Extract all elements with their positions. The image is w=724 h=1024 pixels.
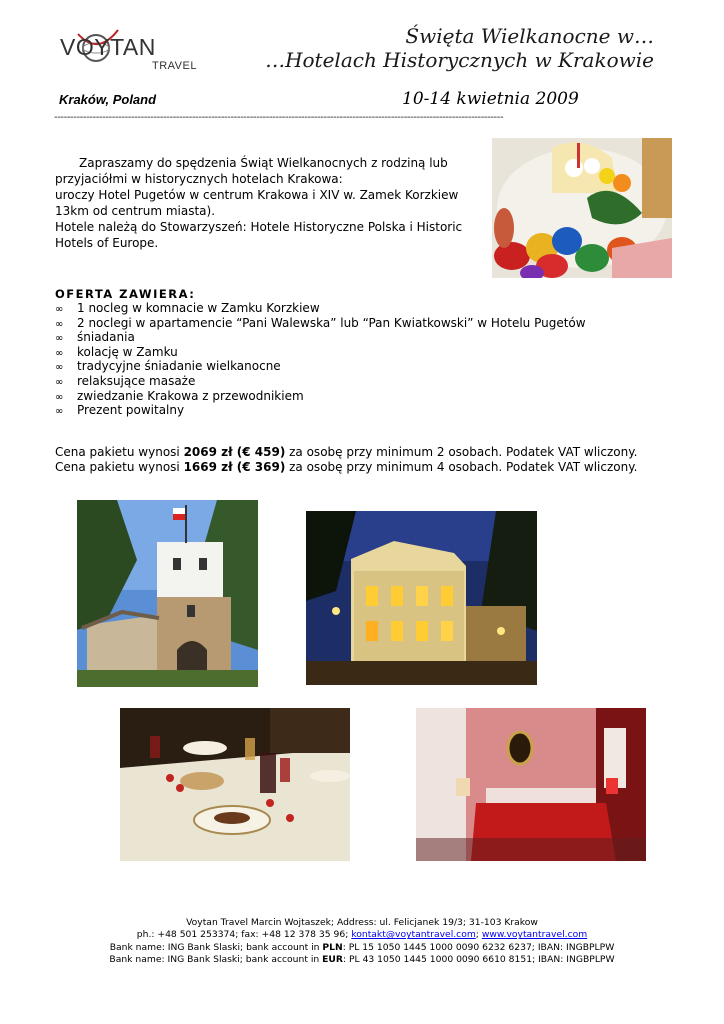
footer-bank-pln: Bank name: ING Bank Slaski; bank account in PLN: PL 15 1050 1445 1000 0090 6232 6237; IBAN: INGBPLPW (109, 941, 615, 953)
website-link[interactable]: www.voytantravel.com (481, 929, 588, 941)
intro-text (55, 155, 480, 251)
price-amount-2: 1669 zł (€ 369) (183, 460, 286, 474)
list-item: ∞ Prezent powitalny (55, 403, 586, 418)
infinity-bullet-icon: ∞ (55, 376, 64, 388)
footer-address: Voytan Travel Marcin Wojtaszek; Address: ul. Felicjanek 19/3; 31-103 Krakow (186, 917, 538, 928)
list-item: ∞ 2 noclegi w apartamencie “Pani Walewska” lub “Pan Kwiatkowski” w Hotelu Pugetów (55, 316, 586, 331)
infinity-bullet-icon: ∞ (55, 318, 64, 330)
price-amount-1: 2069 zł (€ 459) (183, 445, 286, 459)
infinity-bullet-icon: ∞ (55, 391, 64, 403)
event-date: 10-14 kwietnia 2009 (402, 89, 579, 109)
header-divider: -------------------------------------------------------------------------------------------------------------------------------------------- (54, 112, 504, 123)
footer-phone-row: ph.: +48 501 253374; fax: +48 12 378 35 96; kontakt@voytantravel.com; www.voytantravel.com (136, 929, 588, 941)
intro-line3: Hotele należą do Stowarzyszeń: Hotele Historyczne Polska i Historic Hotels of Europe. (55, 220, 463, 250)
castle-tower-photo (77, 500, 258, 687)
email-link[interactable]: kontakt@voytantravel.com (351, 929, 476, 941)
price-line-2: Cena pakietu wynosi 1669 zł (€ 369) za osobę przy minimum 4 osobach. Podatek VAT wliczony. (55, 460, 638, 474)
easter-table-photo (492, 138, 672, 278)
logo-subtitle: TRAVEL (152, 60, 197, 72)
offer-heading: OFERTA ZAWIERA: (55, 287, 196, 301)
price-line-1: Cena pakietu wynosi 2069 zł (€ 459) za osobę przy minimum 2 osobach. Podatek VAT wliczony. (55, 445, 638, 459)
list-item: ∞ zwiedzanie Krakowa z przewodnikiem (55, 389, 586, 404)
infinity-bullet-icon: ∞ (55, 406, 64, 418)
footer-contact (0, 917, 724, 967)
infinity-bullet-icon: ∞ (55, 333, 64, 345)
infinity-bullet-icon: ∞ (55, 362, 64, 374)
page-title-line2: …Hotelach Historycznych w Krakowie (265, 48, 654, 72)
location-label: Kraków, Poland (59, 92, 157, 107)
logo-text: VOYTAN (60, 34, 156, 60)
infinity-bullet-icon: ∞ (55, 304, 64, 315)
offer-list (55, 301, 586, 418)
list-item: ∞ kolację w Zamku (55, 345, 586, 360)
intro-line2: uroczy Hotel Pugetów w centrum Krakowa i XIV w. Zamek Korzkiew 13km od centrum miasta). (55, 188, 459, 218)
dinner-table-photo (120, 708, 350, 861)
list-item: ∞ 1 nocleg w komnacie w Zamku Korzkiew (55, 301, 586, 316)
page-title-line1: Święta Wielkanocne w… (405, 24, 654, 48)
list-item: ∞ tradycyjne śniadanie wielkanocne (55, 359, 586, 374)
infinity-bullet-icon: ∞ (55, 347, 64, 359)
hotel-pugetow-photo (306, 511, 537, 685)
intro-line1: Zapraszamy do spędzenia Świąt Wielkanocnych z rodziną lub przyjaciółmi w historycznych hotelach Krakowa: (55, 156, 448, 186)
list-item: ∞ śniadania (55, 330, 586, 345)
footer-bank-eur: Bank name: ING Bank Slaski; bank account in EUR: PL 43 1050 1445 1000 0090 6610 8151; IBAN: INGBPLPW (109, 954, 615, 966)
bedroom-photo (416, 708, 646, 861)
list-item: ∞ relaksujące masaże (55, 374, 586, 389)
